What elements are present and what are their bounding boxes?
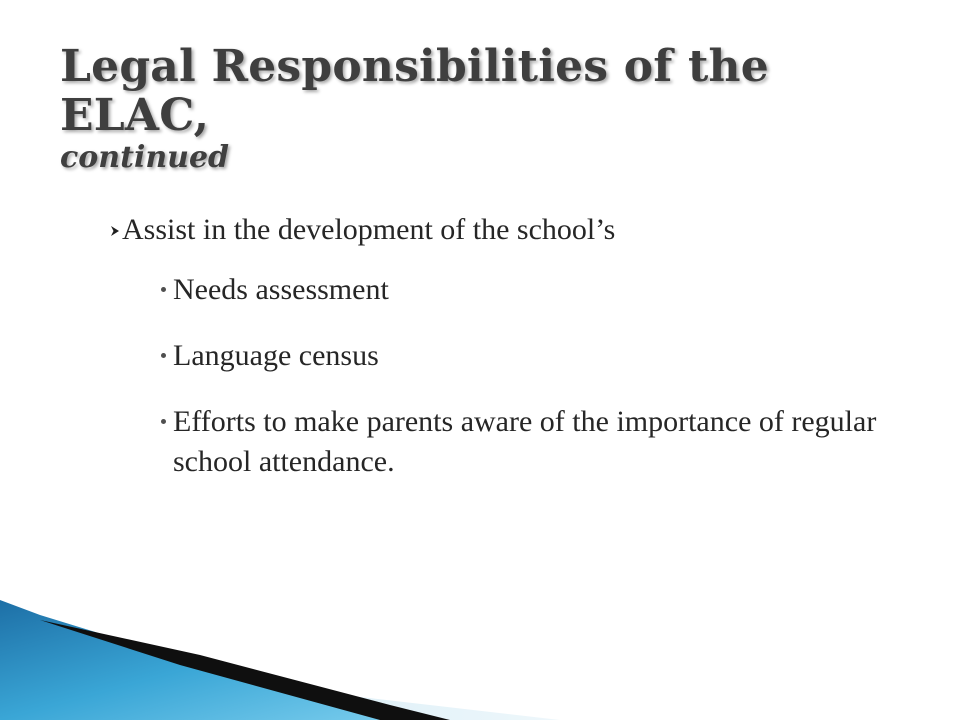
subitem-list [110,270,890,482]
dot-icon [158,270,173,310]
bullet-text: Assist in the development of the school’s [122,213,616,246]
dot-icon [158,336,173,376]
subitem-text: Efforts to make parents aware of the importance of regular school attendance. [173,405,877,478]
list-item [158,336,890,376]
subitem-text: Needs assessment [173,273,389,306]
arrow-right-icon [110,225,120,237]
list-item [158,402,890,482]
bullet-level1 [110,208,890,252]
slide-content [110,208,890,508]
subitem-text: Language census [173,339,379,372]
dot-icon [158,402,173,442]
title-main: Legal Responsibilities of the ELAC, [60,41,769,142]
list-item [158,270,890,310]
slide-title [60,42,920,174]
title-subtitle: continued [60,139,230,175]
